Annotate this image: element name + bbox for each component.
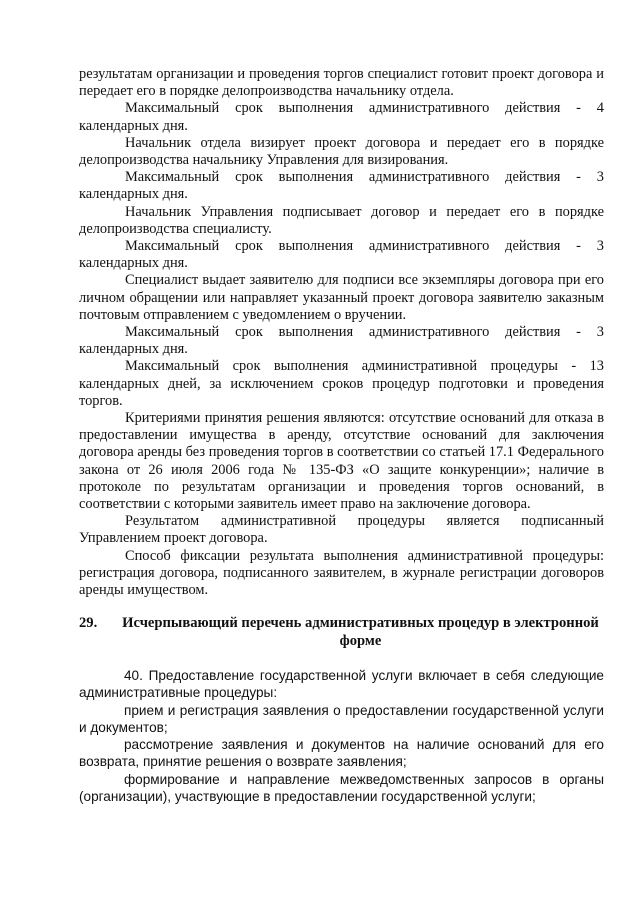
paragraph: Критериями принятия решения являются: отсутствие оснований для отказа в предоставлении имущества в аренду, отсутствие оснований для заключения договора аренды без проведения торгов в соответствии со статьей 17.1 Федерального закона от 26 июля 2006 года № 135-ФЗ «О защите конкуренции»; наличие в протоколе по результатам организации и проведения торгов оснований, в соответствии с которыми заявитель имеет право на заключение договора.	[79, 410, 604, 513]
list-item: формирование и направление межведомственных запросов в органы (организации), участвующие в предоставлении государственной услуги;	[79, 771, 604, 805]
list-item: рассмотрение заявления и документов на наличие оснований для его возврата, принятие решения о возврате заявления;	[79, 737, 604, 770]
paragraph: Максимальный срок выполнения административного действия - 3 календарных дня.	[79, 324, 604, 358]
procedures-text-block	[79, 667, 604, 805]
paragraph: Результатом административной процедуры является подписанный Управлением проект договора.	[79, 513, 604, 547]
paragraph: Максимальный срок выполнения административного действия - 3 календарных дня.	[79, 238, 604, 272]
paragraph: Максимальный срок выполнения административного действия - 4 календарных дня.	[79, 100, 604, 134]
paragraph: Начальник отдела визирует проект договора и передает его в порядке делопроизводства начальнику Управления для визирования.	[79, 134, 604, 169]
paragraph: Максимальный срок выполнения административной процедуры - 13 календарных дней, за исключением сроков процедур подготовки и проведения торгов.	[79, 358, 604, 409]
paragraph: Специалист выдает заявителю для подписи все экземпляры договора при его личном обращении или направляет указанный проект договора заявителю заказным почтовым отправлением с уведомлением о вручении.	[79, 272, 604, 323]
body-text-block	[79, 66, 604, 599]
paragraph: Максимальный срок выполнения административного действия - 3 календарных дня.	[79, 169, 604, 203]
section-number: 29.	[79, 615, 98, 631]
list-item: прием и регистрация заявления о предоставлении государственной услуги и документов;	[79, 702, 604, 735]
section-heading	[79, 614, 604, 650]
paragraph: 40. Предоставление государственной услуги включает в себя следующие административные процедуры:	[79, 668, 604, 701]
paragraph: Способ фиксации результата выполнения административной процедуры: регистрация договора, подписанного заявителем, в журнале регистрации договоров аренды имуществом.	[79, 547, 604, 599]
paragraph: результатам организации и проведения торгов специалист готовит проект договора и передает его в порядке делопроизводства начальнику отдела.	[79, 66, 604, 100]
paragraph: Начальник Управления подписывает договор и передает его в порядке делопроизводства специалисту.	[79, 203, 604, 237]
section-title: Исчерпывающий перечень административных процедур в электронной форме	[122, 615, 599, 649]
